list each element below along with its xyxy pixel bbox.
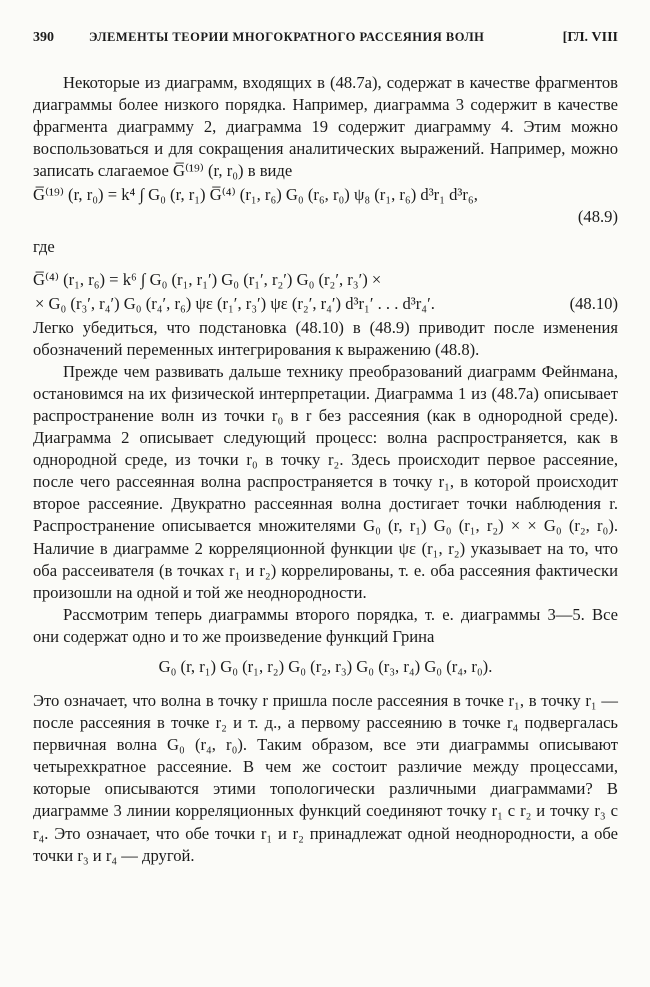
running-header bbox=[33, 30, 618, 46]
paragraph-1: Некоторые из диаграмм, входящих в (48.7а), содержат в качестве фрагментов диаграммы более низкого порядка. Например, диаграмма 3 содержит в качестве фрагмента диаграмму 2, диаграмма 19 содержит диаграмму 4. Этим можно воспользоваться и для сокращения аналитических выражений. Например, можно записать слагаемое G̅⁽¹⁹⁾ (r, r₀) в виде bbox=[33, 73, 618, 181]
running-title: ЭЛЕМЕНТЫ ТЕОРИИ МНОГОКРАТНОГО РАССЕЯНИЯ ВОЛН bbox=[89, 30, 485, 44]
equation-48-9-text: G̅⁽¹⁹⁾ (r, r₀) = k⁴ ∫ G₀ (r, r₁) G̅⁽⁴⁾ (r₁, r₆) G₀ (r₆, r₀) ψ₈ (r₁, r₆) d³r₁ d³r₆, bbox=[33, 185, 478, 205]
page-number: 390 bbox=[33, 30, 54, 45]
equation-48-10-number: (48.10) bbox=[569, 293, 618, 313]
where-label: где bbox=[33, 237, 55, 257]
paragraph-2: Легко убедиться, что подстановка (48.10) в (48.9) приводит после изменения обозначений переменных интегрирования к выражению (48.8). bbox=[33, 317, 618, 359]
page-body bbox=[33, 72, 618, 867]
paragraph-5: Это означает, что волна в точку r пришла после рассеяния в точке r₁, в точку r₁ — после рассеяния в точке r₂ и т. д., а первому рассеянию в точке r₄ подвергалась первичная волна G₀ (r₄, r₀). Таким образом, все эти диаграммы описывают четырехкратное рассеяние. В чем же состоит различие между процессами, которые описываются этими топологически различными диаграммами? В диаграмме 3 линии корреляционных функций соединяют точку r₁ с r₂ и точку r₃ с r₄. Это означает, что обе точки r₁ и r₂ принадлежат одной неоднородности, а обе точки r₃ и r₄ — другой. bbox=[33, 690, 618, 865]
paragraph-3: Прежде чем развивать дальше технику преобразований диаграмм Фейнмана, остановимся на их физической интерпретации. Диаграмма 1 из (48.7а) описывает распространение волн из точки r₀ в r без рассеяния (как в однородной среде). Диаграмма 2 описывает следующий процесс: волна распространяется, как в однородной среде, из точки r₀ в точку r₂. Здесь происходит первое рассеяние, после чего рассеянная волна распространяется в точку r₁, в которой происходит второе рассеяние. Двукратно рассеянная волна достигает точки наблюдения r. Распространение описывается множителями G₀ (r, r₁) G₀ (r₁, r₂) × × G₀ (r₂, r₀). Наличие в диаграмме 2 корреляционной функции ψε (r₁, r₂) указывает на то, что оба рассеивателя (в точках r₁ и r₂) коррелированы, т. е. оба рассеяния фактически произошли на одной и той же неоднородности. bbox=[33, 361, 618, 602]
paragraph-4: Рассмотрим теперь диаграммы второго порядка, т. е. диаграммы 3—5. Все они содержат одно и то же произведение функций Грина bbox=[33, 604, 618, 646]
chapter-marker: [ГЛ. VIII bbox=[562, 30, 618, 45]
equation-48-10 bbox=[33, 267, 618, 317]
equation-48-9-number: (48.9) bbox=[577, 207, 618, 227]
green-function-product: G₀ (r, r₁) G₀ (r₁, r₂) G₀ (r₂, r₃) G₀ (r₃, r₄) G₀ (r₄, r₀). bbox=[158, 656, 493, 676]
equation-48-10-line1: G̅⁽⁴⁾ (r₁, r₆) = k⁶ ∫ G₀ (r₁, r₁′) G₀ (r₁′, r₂′) G₀ (r₂′, r₃′) × bbox=[33, 269, 382, 289]
equation-48-10-line2: × G₀ (r₃′, r₄′) G₀ (r₄′, r₆) ψε (r₁′, r₃′) ψε (r₂′, r₄′) d³r₁′ . . . d³r₄′. bbox=[35, 293, 435, 313]
equation-48-9 bbox=[33, 182, 618, 228]
